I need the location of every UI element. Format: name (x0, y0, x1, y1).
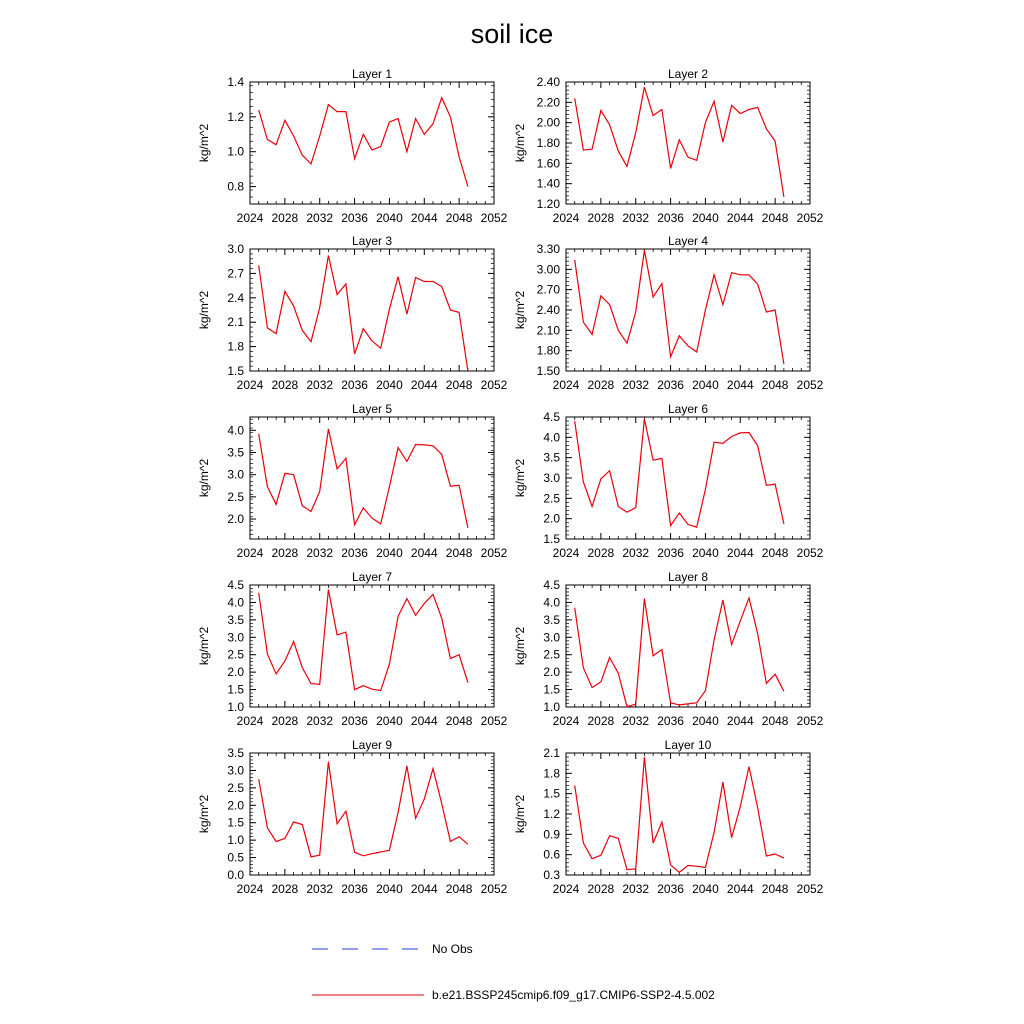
series-line (259, 256, 468, 372)
panel-title: Layer 2 (667, 67, 709, 81)
panel-title: Layer 10 (664, 738, 712, 752)
y-tick-label: 3.0 (227, 242, 244, 256)
x-tick-label: 2052 (480, 546, 508, 560)
y-tick-label: 4.5 (543, 578, 560, 592)
panel-title: Layer 1 (351, 67, 393, 81)
x-tick-label: 2052 (796, 211, 824, 225)
x-tick-label: 2040 (692, 546, 719, 560)
x-tick-label: 2024 (236, 378, 264, 392)
y-tick-label: 2.7 (227, 266, 244, 281)
x-tick-label: 2032 (306, 211, 334, 225)
y-axis-label: kg/m^2 (513, 626, 527, 666)
y-axis-label: kg/m^2 (197, 123, 211, 163)
x-tick-label: 2052 (480, 714, 508, 728)
y-tick-label: 3.5 (543, 450, 560, 465)
y-tick-label: 1.2 (543, 807, 560, 821)
x-tick-label: 2036 (657, 882, 684, 896)
chart-legend (312, 942, 715, 1002)
x-tick-label: 2044 (726, 211, 754, 225)
y-tick-label: 2.20 (536, 95, 560, 110)
x-tick-label: 2048 (445, 211, 473, 225)
y-tick-label: 1.4 (227, 75, 244, 89)
x-tick-label: 2024 (552, 714, 580, 728)
x-tick-label: 2052 (480, 378, 508, 392)
x-tick-label: 2032 (622, 211, 650, 225)
x-tick-label: 2028 (271, 211, 299, 225)
panel-layer-4 (513, 234, 824, 392)
y-tick-label: 1.5 (227, 815, 244, 830)
panel-frame (566, 753, 810, 875)
panel-layer-5 (197, 402, 508, 560)
x-tick-label: 2028 (587, 211, 615, 225)
y-tick-label: 3.0 (227, 763, 244, 778)
x-tick-label: 2044 (726, 546, 754, 560)
x-tick-label: 2024 (236, 882, 264, 896)
x-tick-label: 2028 (271, 546, 299, 560)
y-tick-label: 3.5 (227, 445, 244, 460)
panel-frame (250, 417, 494, 539)
x-tick-label: 2036 (341, 378, 368, 392)
x-tick-label: 2024 (236, 714, 264, 728)
y-tick-label: 2.0 (227, 512, 244, 527)
x-tick-label: 2032 (306, 714, 334, 728)
y-tick-label: 1.50 (536, 364, 560, 378)
y-tick-label: 3.0 (227, 467, 244, 482)
x-tick-label: 2028 (271, 714, 299, 728)
y-axis-label: kg/m^2 (197, 458, 211, 498)
y-tick-label: 1.20 (536, 197, 560, 211)
y-tick-label: 4.0 (227, 595, 244, 610)
series-line (575, 757, 784, 872)
panel-title: Layer 6 (667, 402, 709, 416)
x-tick-label: 2028 (587, 546, 615, 560)
panel-title: Layer 9 (351, 738, 393, 752)
x-tick-label: 2032 (306, 882, 334, 896)
y-tick-label: 1.0 (227, 833, 244, 848)
panel-layer-9 (197, 738, 508, 896)
x-tick-label: 2024 (236, 211, 264, 225)
x-tick-label: 2040 (376, 546, 403, 560)
y-tick-label: 2.5 (227, 489, 244, 504)
y-tick-label: 1.0 (543, 700, 560, 714)
y-tick-label: 1.5 (543, 682, 560, 697)
y-tick-label: 3.5 (543, 612, 560, 627)
x-tick-label: 2052 (480, 882, 508, 896)
y-axis-label: kg/m^2 (513, 458, 527, 498)
y-tick-label: 4.0 (543, 430, 560, 445)
x-tick-label: 2036 (341, 211, 368, 225)
x-tick-label: 2044 (410, 211, 438, 225)
y-tick-label: 2.0 (227, 665, 244, 680)
x-tick-label: 2044 (726, 882, 754, 896)
x-tick-label: 2048 (761, 714, 789, 728)
x-tick-label: 2044 (726, 378, 754, 392)
y-tick-label: 1.2 (227, 109, 244, 124)
panel-frame (250, 82, 494, 204)
y-tick-label: 1.80 (536, 136, 560, 150)
y-tick-label: 1.5 (227, 682, 244, 697)
y-tick-label: 4.5 (227, 578, 244, 592)
y-tick-label: 2.0 (543, 511, 560, 526)
x-tick-label: 2032 (622, 882, 650, 896)
x-tick-label: 2040 (376, 714, 403, 728)
legend-label: No Obs (432, 942, 473, 956)
x-tick-label: 2048 (445, 378, 473, 392)
panel-frame (250, 753, 494, 875)
panel-layer-8 (513, 570, 824, 728)
x-tick-label: 2044 (726, 714, 754, 728)
x-tick-label: 2028 (587, 378, 615, 392)
y-tick-label: 0.6 (543, 847, 560, 862)
y-tick-label: 2.0 (227, 798, 244, 813)
panel-title: Layer 8 (667, 570, 709, 584)
x-tick-label: 2052 (796, 714, 824, 728)
x-tick-label: 2052 (796, 378, 824, 392)
y-axis-label: kg/m^2 (513, 794, 527, 834)
series-line (259, 429, 468, 528)
panel-layer-6 (513, 402, 824, 560)
y-tick-label: 2.5 (543, 647, 560, 662)
panel-frame (566, 82, 810, 204)
x-tick-label: 2036 (657, 546, 684, 560)
series-line (259, 762, 468, 857)
panel-layer-1 (197, 67, 508, 225)
y-tick-label: 1.80 (536, 343, 560, 358)
y-tick-label: 1.8 (543, 766, 560, 781)
x-tick-label: 2024 (552, 378, 580, 392)
series-line (575, 598, 784, 707)
y-tick-label: 4.5 (543, 410, 560, 424)
x-tick-label: 2040 (692, 714, 719, 728)
y-tick-label: 4.0 (227, 423, 244, 438)
x-tick-label: 2040 (692, 882, 719, 896)
y-tick-label: 2.5 (543, 491, 560, 506)
panel-title: Layer 3 (351, 234, 393, 248)
x-tick-label: 2024 (236, 546, 264, 560)
x-tick-label: 2024 (552, 546, 580, 560)
x-tick-label: 2032 (622, 546, 650, 560)
y-tick-label: 2.10 (536, 323, 560, 338)
y-tick-label: 1.0 (227, 700, 244, 714)
x-tick-label: 2048 (761, 882, 789, 896)
y-tick-label: 2.40 (536, 303, 560, 317)
chart-title: soil ice (470, 19, 554, 49)
series-line (259, 98, 468, 187)
y-tick-label: 0.9 (543, 827, 560, 842)
y-tick-label: 0.5 (227, 850, 244, 865)
x-tick-label: 2048 (445, 714, 473, 728)
y-tick-label: 2.70 (536, 282, 560, 297)
x-tick-label: 2036 (341, 882, 368, 896)
y-tick-label: 4.0 (543, 595, 560, 610)
x-tick-label: 2040 (376, 882, 403, 896)
panel-frame (250, 249, 494, 371)
panel-frame (566, 585, 810, 707)
panel-title: Layer 5 (351, 402, 393, 416)
y-tick-label: 1.40 (536, 176, 560, 191)
panel-layer-7 (197, 570, 508, 728)
x-tick-label: 2052 (796, 546, 824, 560)
x-tick-label: 2028 (587, 714, 615, 728)
chart-panels (197, 67, 824, 896)
x-tick-label: 2032 (306, 546, 334, 560)
x-tick-label: 2044 (410, 714, 438, 728)
x-tick-label: 2048 (761, 211, 789, 225)
panel-layer-10 (513, 738, 824, 896)
series-line (575, 419, 784, 527)
x-tick-label: 2028 (271, 378, 299, 392)
series-line (575, 87, 784, 197)
x-tick-label: 2040 (692, 378, 719, 392)
y-tick-label: 2.5 (227, 647, 244, 662)
y-axis-label: kg/m^2 (197, 794, 211, 834)
x-tick-label: 2036 (657, 211, 684, 225)
y-tick-label: 1.60 (536, 156, 560, 171)
y-tick-label: 1.0 (227, 144, 244, 159)
y-tick-label: 2.40 (536, 75, 560, 89)
y-tick-label: 3.00 (536, 262, 560, 277)
x-tick-label: 2044 (410, 546, 438, 560)
x-tick-label: 2036 (657, 714, 684, 728)
y-axis-label: kg/m^2 (513, 290, 527, 330)
x-tick-label: 2032 (622, 378, 650, 392)
y-tick-label: 2.5 (227, 780, 244, 795)
y-tick-label: 3.30 (536, 242, 560, 256)
y-tick-label: 1.5 (543, 532, 560, 546)
y-axis-label: kg/m^2 (197, 626, 211, 666)
x-tick-label: 2028 (271, 882, 299, 896)
y-tick-label: 2.1 (543, 746, 560, 760)
panel-layer-2 (513, 67, 824, 225)
y-tick-label: 0.3 (543, 868, 560, 882)
x-tick-label: 2048 (445, 546, 473, 560)
panel-title: Layer 4 (667, 234, 709, 248)
y-tick-label: 3.0 (543, 630, 560, 645)
panel-layer-3 (197, 234, 508, 392)
y-axis-label: kg/m^2 (513, 123, 527, 163)
x-tick-label: 2036 (657, 378, 684, 392)
y-tick-label: 2.4 (227, 290, 244, 305)
x-tick-label: 2040 (376, 378, 403, 392)
x-tick-label: 2028 (587, 882, 615, 896)
y-tick-label: 1.5 (543, 786, 560, 801)
x-tick-label: 2024 (552, 211, 580, 225)
panel-title: Layer 7 (351, 570, 393, 584)
x-tick-label: 2052 (796, 882, 824, 896)
series-line (575, 250, 784, 364)
y-tick-label: 2.0 (543, 665, 560, 680)
y-tick-label: 1.8 (227, 339, 244, 354)
y-tick-label: 3.5 (227, 612, 244, 627)
legend-label: b.e21.BSSP245cmip6.f09_g17.CMIP6-SSP2-4.5.002 (432, 988, 715, 1002)
y-tick-label: 2.1 (227, 315, 244, 330)
y-tick-label: 0.0 (227, 868, 244, 882)
y-tick-label: 3.0 (543, 471, 560, 485)
series-line (259, 590, 468, 691)
x-tick-label: 2032 (622, 714, 650, 728)
x-tick-label: 2040 (692, 211, 719, 225)
y-tick-label: 3.0 (227, 630, 244, 645)
y-tick-label: 1.5 (227, 364, 244, 378)
x-tick-label: 2048 (761, 546, 789, 560)
y-tick-label: 0.8 (227, 179, 244, 194)
y-tick-label: 2.00 (536, 115, 560, 130)
x-tick-label: 2024 (552, 882, 580, 896)
y-tick-label: 3.5 (227, 746, 244, 760)
x-tick-label: 2048 (761, 378, 789, 392)
x-tick-label: 2036 (341, 546, 368, 560)
x-tick-label: 2052 (480, 211, 508, 225)
x-tick-label: 2036 (341, 714, 368, 728)
x-tick-label: 2040 (376, 211, 403, 225)
x-tick-label: 2048 (445, 882, 473, 896)
x-tick-label: 2032 (306, 378, 334, 392)
x-tick-label: 2044 (410, 378, 438, 392)
y-axis-label: kg/m^2 (197, 290, 211, 330)
x-tick-label: 2044 (410, 882, 438, 896)
